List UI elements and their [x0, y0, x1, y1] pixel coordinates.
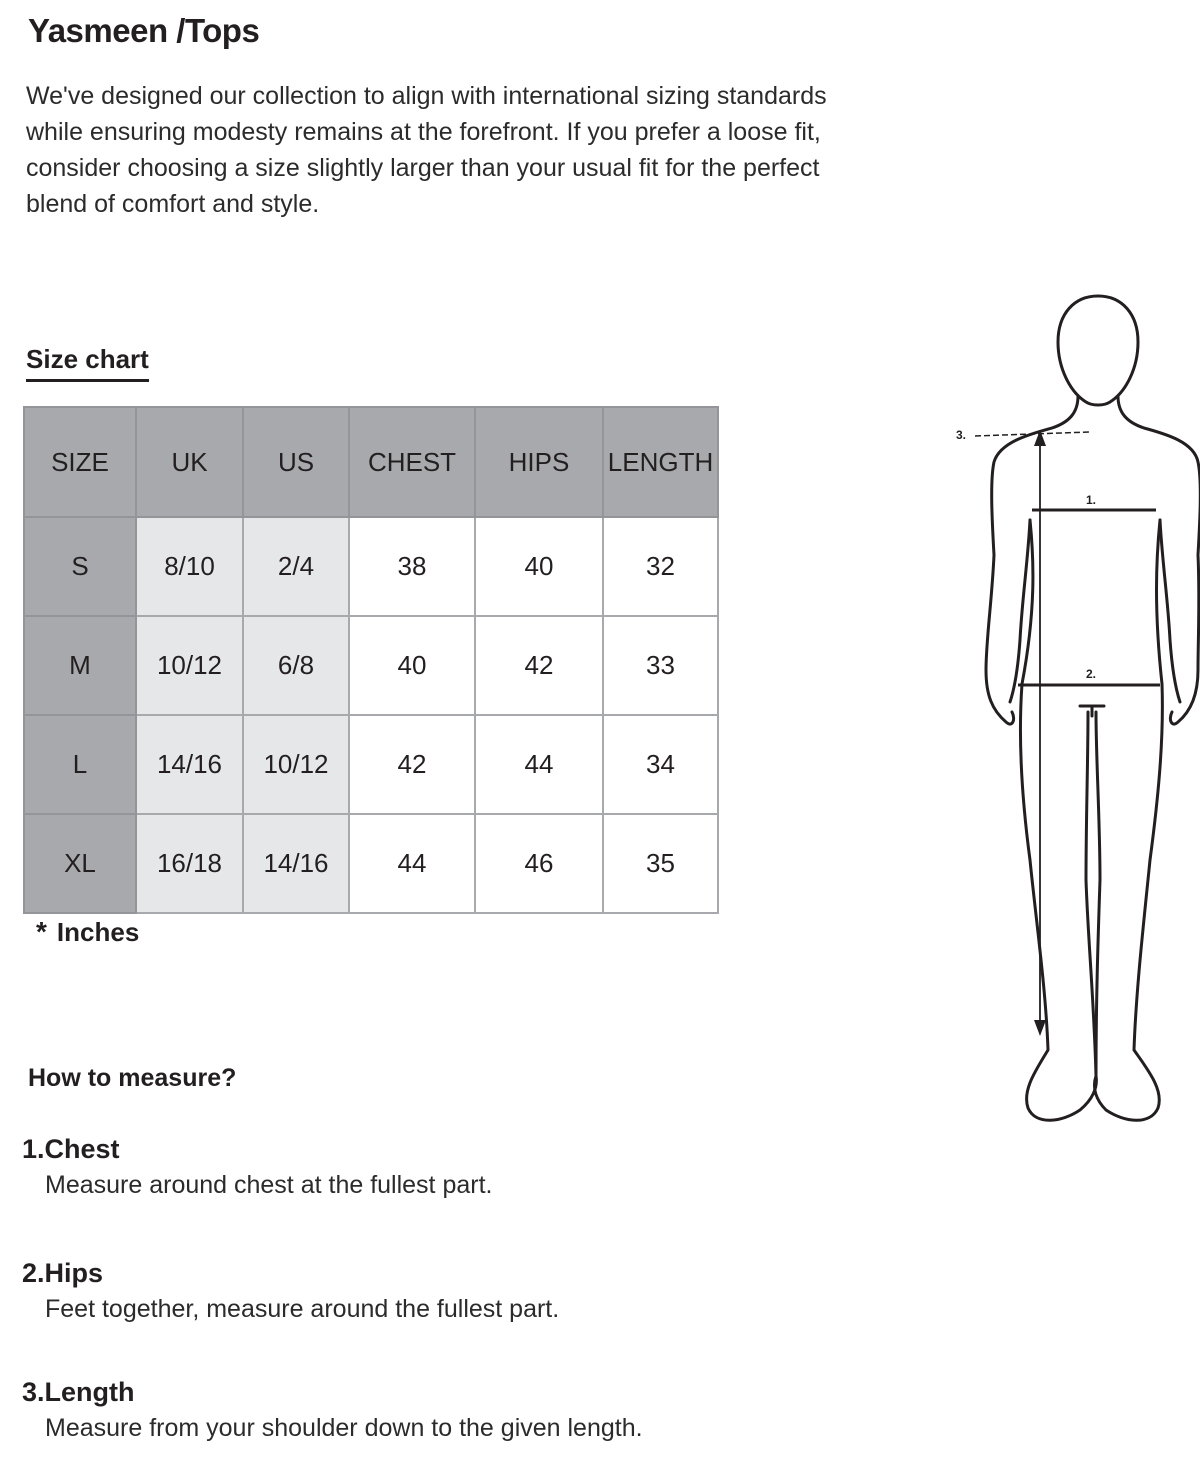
chest-cell: 38	[349, 517, 475, 616]
body-outline-icon	[950, 290, 1200, 1130]
column-header-uk: UK	[136, 407, 243, 517]
body-measurement-figure	[950, 290, 1200, 1130]
uk-cell: 8/10	[136, 517, 243, 616]
column-header-hips: HIPS	[475, 407, 603, 517]
us-cell: 2/4	[243, 517, 349, 616]
step-title: 2.Hips	[22, 1258, 104, 1288]
measure-step-hips	[22, 1258, 922, 1324]
intro-line: consider choosing a size slightly larger than your usual fit for the perfect	[26, 154, 820, 182]
unit-note	[36, 916, 139, 948]
uk-cell: 10/12	[136, 616, 243, 715]
step-description: Feet together, measure around the fullest part.	[45, 1295, 560, 1323]
intro-text	[26, 78, 926, 222]
size-cell: M	[24, 616, 136, 715]
hips-cell: 42	[475, 616, 603, 715]
size-cell: S	[24, 517, 136, 616]
step-title: 1.Chest	[22, 1134, 120, 1164]
hips-cell: 46	[475, 814, 603, 913]
column-header-us: US	[243, 407, 349, 517]
page-title: Yasmeen /Tops	[28, 12, 260, 49]
hips-cell: 44	[475, 715, 603, 814]
step-description: Measure around chest at the fullest part.	[45, 1171, 493, 1199]
intro-line: while ensuring modesty remains at the forefront. If you prefer a loose fit,	[26, 118, 821, 146]
size-table	[23, 406, 719, 914]
us-cell: 14/16	[243, 814, 349, 913]
column-header-length: LENGTH	[603, 407, 718, 517]
intro-line: blend of comfort and style.	[26, 190, 320, 218]
uk-cell: 16/18	[136, 814, 243, 913]
figure-label-chest: 1.	[1086, 493, 1097, 507]
measure-step-length	[22, 1377, 922, 1443]
measure-step-chest	[22, 1134, 922, 1200]
table-row	[24, 814, 718, 913]
figure-label-length: 3.	[956, 428, 967, 442]
how-to-measure-heading: How to measure?	[28, 1064, 237, 1092]
unit-label: Inches	[56, 917, 140, 947]
us-cell: 10/12	[243, 715, 349, 814]
figure-label-hips: 2.	[1086, 667, 1097, 681]
chest-cell: 42	[349, 715, 475, 814]
length-cell: 35	[603, 814, 718, 913]
length-cell: 33	[603, 616, 718, 715]
step-description: Measure from your shoulder down to the given length.	[45, 1414, 643, 1442]
table-header-row	[24, 407, 718, 517]
table-row	[24, 616, 718, 715]
size-chart-heading: Size chart	[26, 344, 149, 382]
table-row	[24, 517, 718, 616]
hips-cell: 40	[475, 517, 603, 616]
uk-cell: 14/16	[136, 715, 243, 814]
table-row	[24, 715, 718, 814]
us-cell: 6/8	[243, 616, 349, 715]
size-cell: L	[24, 715, 136, 814]
intro-line: We've designed our collection to align with international sizing standards	[26, 82, 827, 110]
chest-cell: 44	[349, 814, 475, 913]
column-header-chest: CHEST	[349, 407, 475, 517]
size-cell: XL	[24, 814, 136, 913]
asterisk-icon: *	[36, 916, 47, 947]
length-cell: 34	[603, 715, 718, 814]
column-header-size: SIZE	[24, 407, 136, 517]
step-title: 3.Length	[22, 1377, 135, 1407]
length-cell: 32	[603, 517, 718, 616]
chest-cell: 40	[349, 616, 475, 715]
